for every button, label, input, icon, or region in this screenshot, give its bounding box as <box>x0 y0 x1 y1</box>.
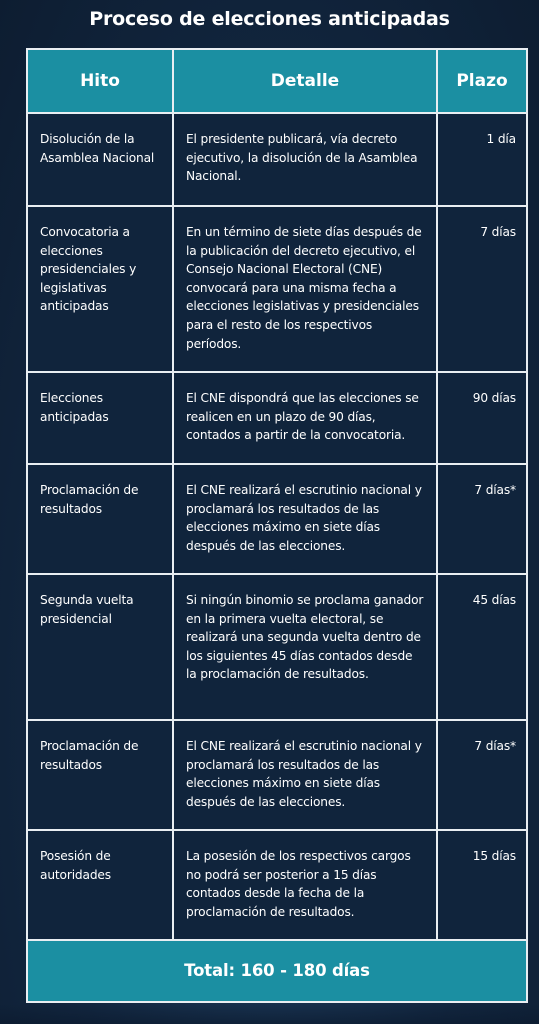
cell-detalle: El CNE realizará el escrutinio nacional y proclamará los resultados de las elecciones máximo en siete días después de las elecciones. <box>173 720 437 830</box>
milestones-table-container <box>26 48 526 1003</box>
cell-detalle: Si ningún binomio se proclama ganador en la primera vuelta electoral, se realizará una segunda vuelta dentro de los siguientes 45 días contados desde la proclamación de resultados. <box>173 574 437 720</box>
cell-plazo: 45 días <box>437 574 527 720</box>
cell-detalle: La posesión de los respectivos cargos no podrá ser posterior a 15 días contados desde la fecha de la proclamación de resultados. <box>173 830 437 940</box>
total-cell: Total: 160 - 180 días <box>27 940 527 1002</box>
cell-hito: Segunda vuelta presidencial <box>27 574 173 720</box>
bottom-fade <box>0 1004 539 1024</box>
cell-detalle: El CNE realizará el escrutinio nacional y proclamará los resultados de las elecciones máximo en siete días después de las elecciones. <box>173 464 437 574</box>
cell-hito: Posesión de autoridades <box>27 830 173 940</box>
milestones-table <box>26 48 528 1003</box>
column-header-plazo: Plazo <box>437 49 527 113</box>
cell-detalle: El CNE dispondrá que las elecciones se realicen en un plazo de 90 días, contados a partir de la convocatoria. <box>173 372 437 464</box>
table-row <box>27 830 527 940</box>
cell-hito: Proclamación de resultados <box>27 464 173 574</box>
table-header-row <box>27 49 527 113</box>
column-header-detalle: Detalle <box>173 49 437 113</box>
cell-plazo: 90 días <box>437 372 527 464</box>
cell-detalle: El presidente publicará, vía decreto ejecutivo, la disolución de la Asamblea Nacional. <box>173 113 437 206</box>
cell-hito: Elecciones anticipadas <box>27 372 173 464</box>
cell-plazo: 15 días <box>437 830 527 940</box>
table-row <box>27 464 527 574</box>
table-row <box>27 720 527 830</box>
cell-hito: Proclamación de resultados <box>27 720 173 830</box>
page-title: Proceso de elecciones anticipadas <box>89 8 450 30</box>
table-row <box>27 372 527 464</box>
cell-plazo: 1 día <box>437 113 527 206</box>
table-row <box>27 206 527 372</box>
column-header-hito: Hito <box>27 49 173 113</box>
cell-hito: Disolución de la Asamblea Nacional <box>27 113 173 206</box>
cell-plazo: 7 días* <box>437 720 527 830</box>
cell-hito: Convocatoria a elecciones presidenciales y legislativas anticipadas <box>27 206 173 372</box>
cell-detalle: En un término de siete días después de la publicación del decreto ejecutivo, el Consejo Nacional Electoral (CNE) convocará para una misma fecha a elecciones legislativas y presidenciales para el resto de los respectivos períodos. <box>173 206 437 372</box>
cell-plazo: 7 días* <box>437 464 527 574</box>
cell-plazo: 7 días <box>437 206 527 372</box>
total-row <box>27 940 527 1002</box>
table-row <box>27 113 527 206</box>
table-row <box>27 574 527 720</box>
